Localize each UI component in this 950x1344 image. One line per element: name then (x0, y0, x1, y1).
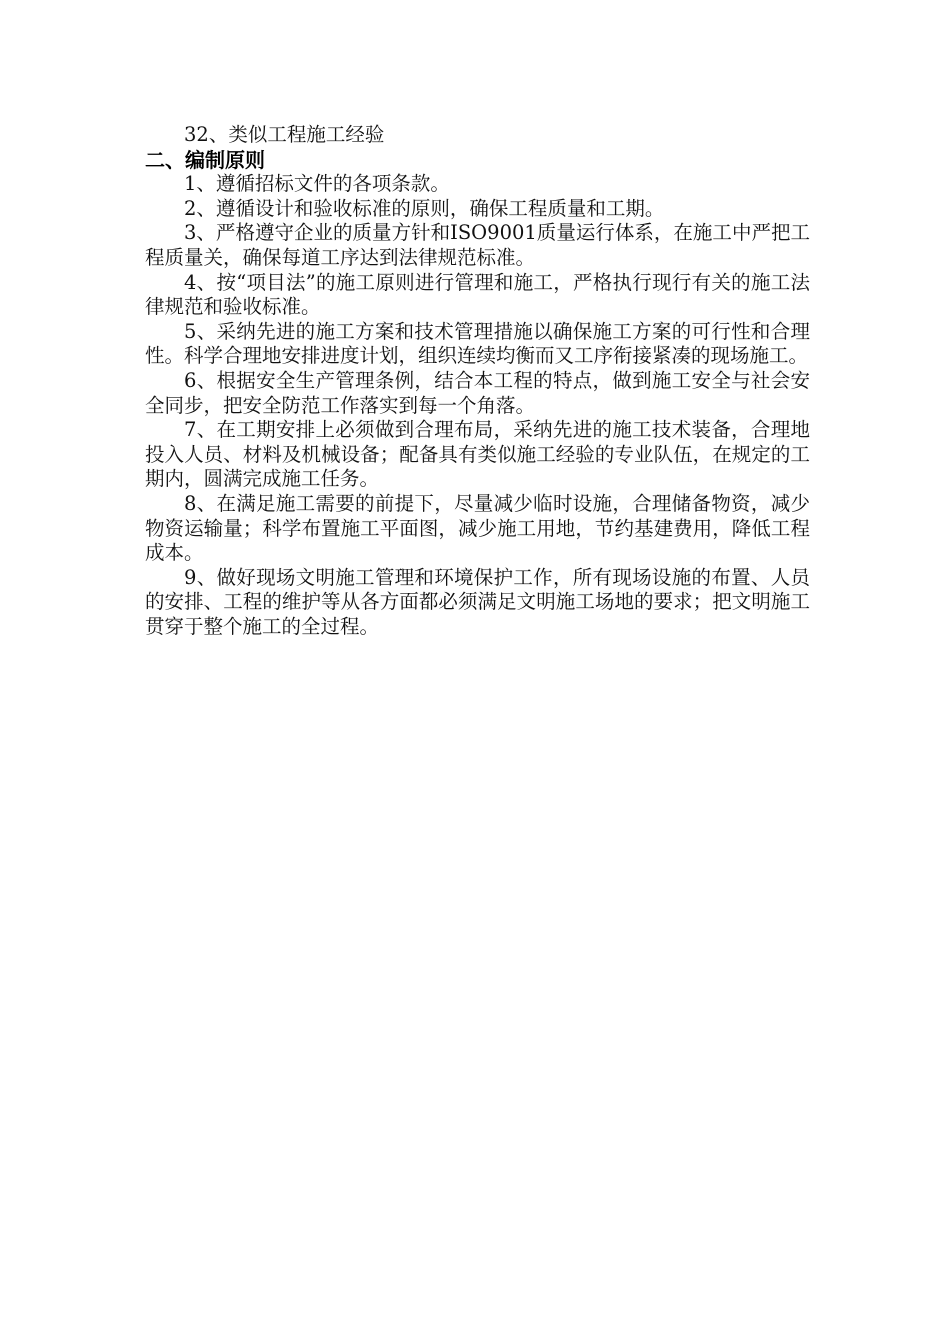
principle-9: 9、做好现场文明施工管理和环境保护工作，所有现场设施的布置、人员的安排、工程的维护等从各方面都必须满足文明施工场地的要求；把文明施工贯穿于整个施工的全过程。 (145, 565, 810, 638)
document-body (145, 123, 810, 639)
intro-item: 32、类似工程施工经验 (184, 123, 385, 146)
section-heading: 二、编制原则 (145, 147, 265, 172)
principle-4: 4、按“项目法”的施工原则进行管理和施工，严格执行现行有关的施工法律规范和验收标准。 (145, 270, 810, 319)
principle-5: 5、采纳先进的施工方案和技术管理措施以确保施工方案的可行性和合理性。科学合理地安排进度计划，组织连续均衡而又工序衔接紧凑的现场施工。 (145, 319, 810, 368)
principle-3: 3、严格遵守企业的质量方针和ISO9001质量运行体系，在施工中严把工程质量关，确保每道工序达到法律规范标准。 (145, 221, 810, 269)
principle-2: 2、遵循设计和验收标准的原则，确保工程质量和工期。 (184, 196, 665, 220)
principle-8: 8、在满足施工需要的前提下，尽量减少临时设施，合理储备物资，减少物资运输量；科学布置施工平面图，减少施工用地，节约基建费用，降低工程成本。 (145, 491, 810, 565)
principle-6: 6、根据安全生产管理条例，结合本工程的特点，做到施工安全与社会安全同步，把安全防范工作落实到每一个角落。 (145, 368, 810, 417)
principle-7: 7、在工期安排上必须做到合理布局，采纳先进的施工技术装备，合理地投入人员、材料及机械设备；配备具有类似施工经验的专业队伍，在规定的工期内，圆满完成施工任务。 (145, 418, 810, 491)
principle-1: 1、遵循招标文件的各项条款。 (184, 172, 450, 196)
